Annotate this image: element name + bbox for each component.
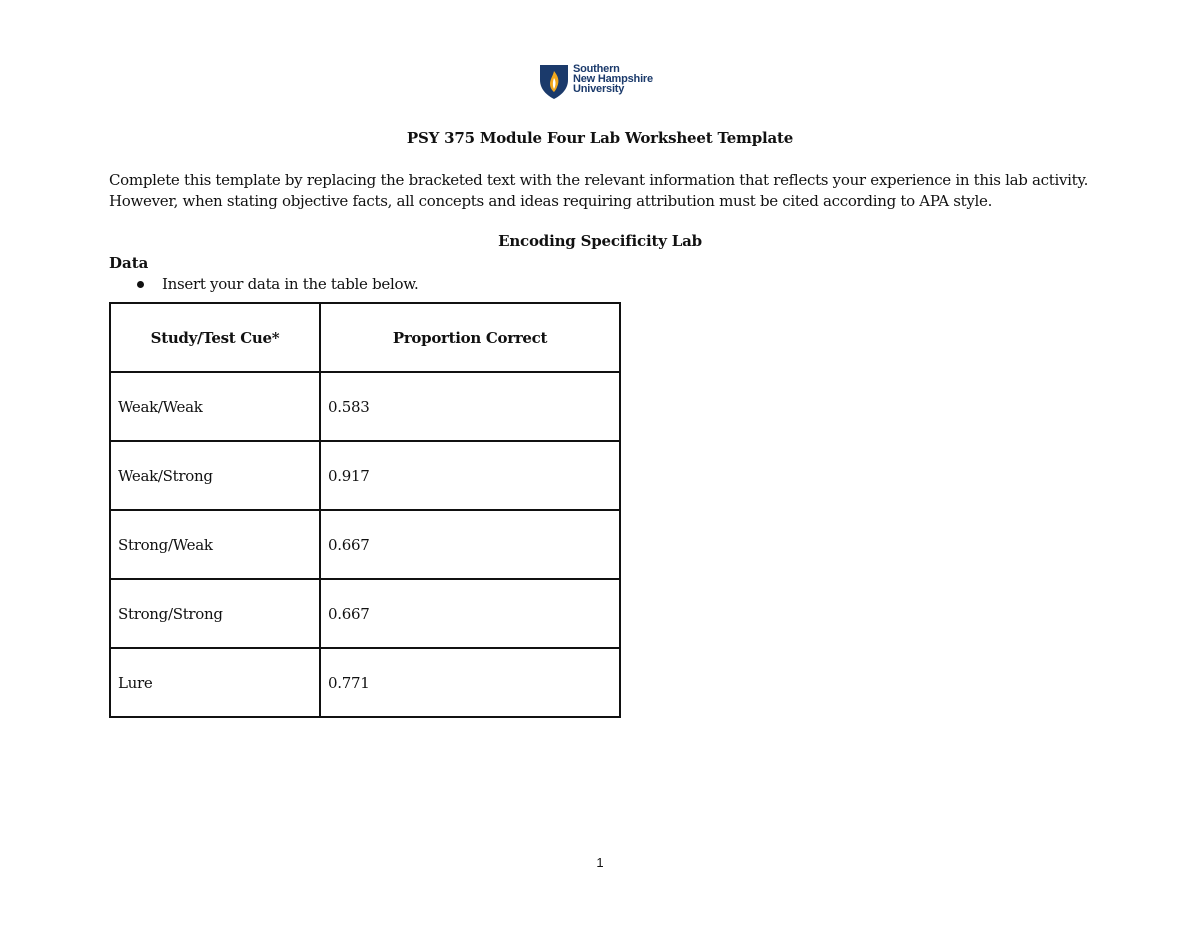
cell-cue: Weak/Weak — [110, 372, 320, 441]
table-row — [110, 441, 620, 510]
cell-proportion: 0.771 — [320, 648, 620, 717]
logo-wordmark — [573, 64, 653, 94]
intro-paragraph — [109, 170, 1109, 212]
data-table — [109, 302, 621, 718]
page-number: 1 — [596, 855, 604, 870]
bullet-item — [137, 275, 418, 293]
table-row — [110, 372, 620, 441]
intro-line-2: However, when stating objective facts, all concepts and ideas requiring attribution must be cited according to APA style. — [109, 192, 993, 210]
bullet-icon — [137, 281, 144, 288]
cell-cue: Strong/Strong — [110, 579, 320, 648]
data-heading: Data — [109, 254, 149, 272]
table-header-row — [110, 303, 620, 372]
table-row — [110, 648, 620, 717]
table-row — [110, 510, 620, 579]
lab-subtitle: Encoding Specificity Lab — [498, 232, 702, 250]
header-proportion-correct: Proportion Correct — [320, 303, 620, 372]
cell-cue: Weak/Strong — [110, 441, 320, 510]
logo-line-3: University — [573, 83, 625, 95]
cell-cue: Strong/Weak — [110, 510, 320, 579]
cell-cue: Lure — [110, 648, 320, 717]
cell-proportion: 0.917 — [320, 441, 620, 510]
header-study-test-cue: Study/Test Cue* — [110, 303, 320, 372]
document-title: PSY 375 Module Four Lab Worksheet Template — [406, 129, 794, 147]
shield-flame-icon — [539, 64, 569, 100]
cell-proportion: 0.667 — [320, 579, 620, 648]
cell-proportion: 0.667 — [320, 510, 620, 579]
logo-line-1: Southern — [573, 63, 620, 75]
logo-line-2: New Hampshire — [573, 73, 653, 85]
cell-proportion: 0.583 — [320, 372, 620, 441]
table-row — [110, 579, 620, 648]
university-logo — [539, 64, 653, 100]
intro-line-1: Complete this template by replacing the bracketed text with the relevant information that reflects your experience in this lab activity. — [109, 171, 1089, 189]
bullet-text: Insert your data in the table below. — [162, 275, 419, 293]
